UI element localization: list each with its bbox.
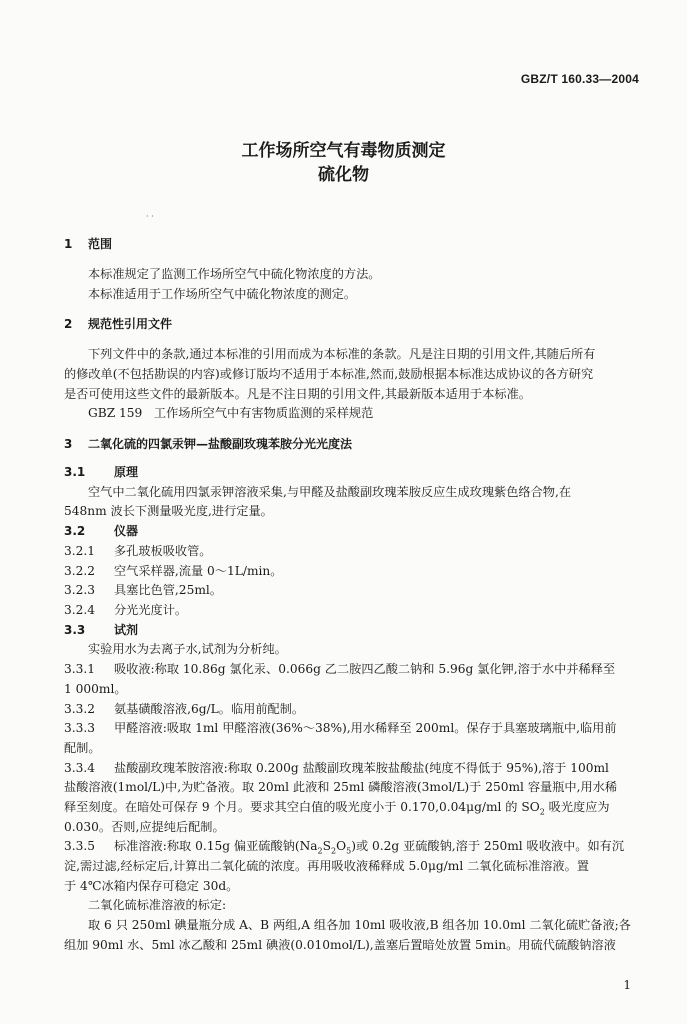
section-2-heading: 2 规范性引用文件 bbox=[64, 317, 173, 331]
section-3-3-heading: 3.3 试剂 bbox=[64, 623, 139, 637]
item-3-2-1: 3.2.1 多孔玻板吸收管。 bbox=[64, 544, 212, 558]
section-1-paragraph-2: 本标准适用于工作场所空气中硫化物浓度的测定。 bbox=[88, 287, 357, 301]
item-3-3-5-line-3: 于 4℃冰箱内保存可稳定 30d。 bbox=[64, 879, 239, 893]
section-3-1-line-2: 548nm 波长下测量吸光度,进行定量。 bbox=[64, 504, 273, 518]
page-number: 1 bbox=[623, 978, 631, 992]
item-3-2-4: 3.2.4 分光光度计。 bbox=[64, 603, 188, 617]
item-3-2-2: 3.2.2 空气采样器,流量 0～1L/min。 bbox=[64, 564, 283, 578]
item-3-3-3-line-1: 3.3.3 甲醛溶液:吸取 1ml 甲醛溶液(36%～38%),用水稀释至 200ml。保存于具塞玻璃瓶中,临用前 bbox=[64, 721, 617, 735]
reference-code: GBZ 159 bbox=[88, 406, 143, 420]
item-3-3-4-line-1: 3.3.4 盐酸副玫瑰苯胺溶液:称取 0.200g 盐酸副玫瑰苯胺盐酸盐(纯度不得低于 95%),溶于 100ml bbox=[64, 761, 609, 775]
section-3-1-heading: 3.1 原理 bbox=[64, 465, 139, 479]
item-3-3-5-line-1: 3.3.5 标准溶液:称取 0.15g 偏亚硫酸钠$(Na_2S_2O_5)$或 0.2g 亚硫酸钠,溶于 250ml 吸收液中。如有沉 bbox=[64, 839, 625, 856]
item-3-3-1-line-1: 3.3.1 吸收液:称取 10.86g 氯化汞、0.066g 乙二胺四乙酸二钠和 5.96g 氯化钾,溶于水中并稀释至 bbox=[64, 662, 616, 676]
item-3-2-3: 3.2.3 具塞比色管,25ml。 bbox=[64, 583, 222, 597]
reference-title: 工作场所空气中有害物质监测的采样规范 bbox=[153, 406, 374, 420]
item-3-3-3-line-2: 配制。 bbox=[64, 741, 101, 755]
section-3-3-paragraph: 实验用水为去离子水,试剂为分析纯。 bbox=[88, 642, 287, 656]
item-3-3-5-line-2: 淀,需过滤,经标定后,计算出二氧化硫的浓度。再用吸收液稀释成 5.0μg/ml 二氧化硫标准溶液。置 bbox=[64, 859, 589, 873]
item-3-3-4-line-4: 0.030。否则,应提纯后配制。 bbox=[64, 820, 225, 834]
section-2-line-2: 的修改单(不包括勘误的内容)或修订版均不适用于本标准,然而,鼓励根据本标准达成协议的各方研究 bbox=[64, 367, 594, 381]
section-1-paragraph-1: 本标准规定了监测工作场所空气中硫化物浓度的方法。 bbox=[88, 267, 381, 281]
section-3-2-heading: 3.2 仪器 bbox=[64, 524, 139, 538]
document-title: 工作场所空气有毒物质测定 bbox=[241, 141, 446, 161]
normative-reference bbox=[88, 405, 373, 421]
item-3-3-5-line-5: 取 6 只 250ml 碘量瓶分成 A、B 两组,A 组各加 10ml 吸收液,B 组各加 10.0ml 二氧化硫贮备液;各 bbox=[88, 918, 631, 932]
item-3-3-4-line-2: 盐酸溶液(1mol/L)中,为贮备液。取 20ml 此液和 25ml 磷酸溶液(3mol/L)于 250ml 容量瓶中,用水稀 bbox=[64, 780, 618, 794]
document-subtitle: 硫化物 bbox=[318, 165, 369, 185]
section-3-1-line-1: 空气中二氧化硫用四氯汞钾溶液采集,与甲醛及盐酸副玫瑰苯胺反应生成玫瑰紫色络合物,在 bbox=[88, 485, 572, 499]
item-3-3-5-line-4: 二氧化硫标准溶液的标定: bbox=[88, 898, 227, 912]
scan-speck: · · bbox=[146, 212, 154, 221]
standard-code: GBZ/T 160.33—2004 bbox=[520, 72, 639, 86]
section-2-line-1: 下列文件中的条款,通过本标准的引用而成为本标准的条款。凡是注日期的引用文件,其随后所有 bbox=[88, 347, 596, 361]
section-2-line-3: 是否可使用这些文件的最新版本。凡是不注日期的引用文件,其最新版本适用于本标准。 bbox=[64, 387, 531, 401]
item-3-3-4-line-3: 释至刻度。在暗处可保存 9 个月。要求其空白值的吸光度小于 0.170,0.04μg/ml 的 $SO_2$ 吸光度应为 bbox=[64, 800, 610, 817]
section-3-heading: 3 二氧化硫的四氯汞钾—盐酸副玫瑰苯胺分光光度法 bbox=[64, 437, 353, 451]
item-3-3-5-line-6: 组加 90ml 水、5ml 冰乙酸和 25ml 碘液(0.010mol/L),盖塞后置暗处放置 5min。用硫代硫酸钠溶液 bbox=[64, 938, 616, 952]
item-3-3-1-line-2: 1 000ml。 bbox=[64, 682, 127, 696]
item-3-3-2: 3.3.2 氨基磺酸溶液,6g/L。临用前配制。 bbox=[64, 702, 305, 716]
section-1-heading: 1 范围 bbox=[64, 237, 113, 251]
